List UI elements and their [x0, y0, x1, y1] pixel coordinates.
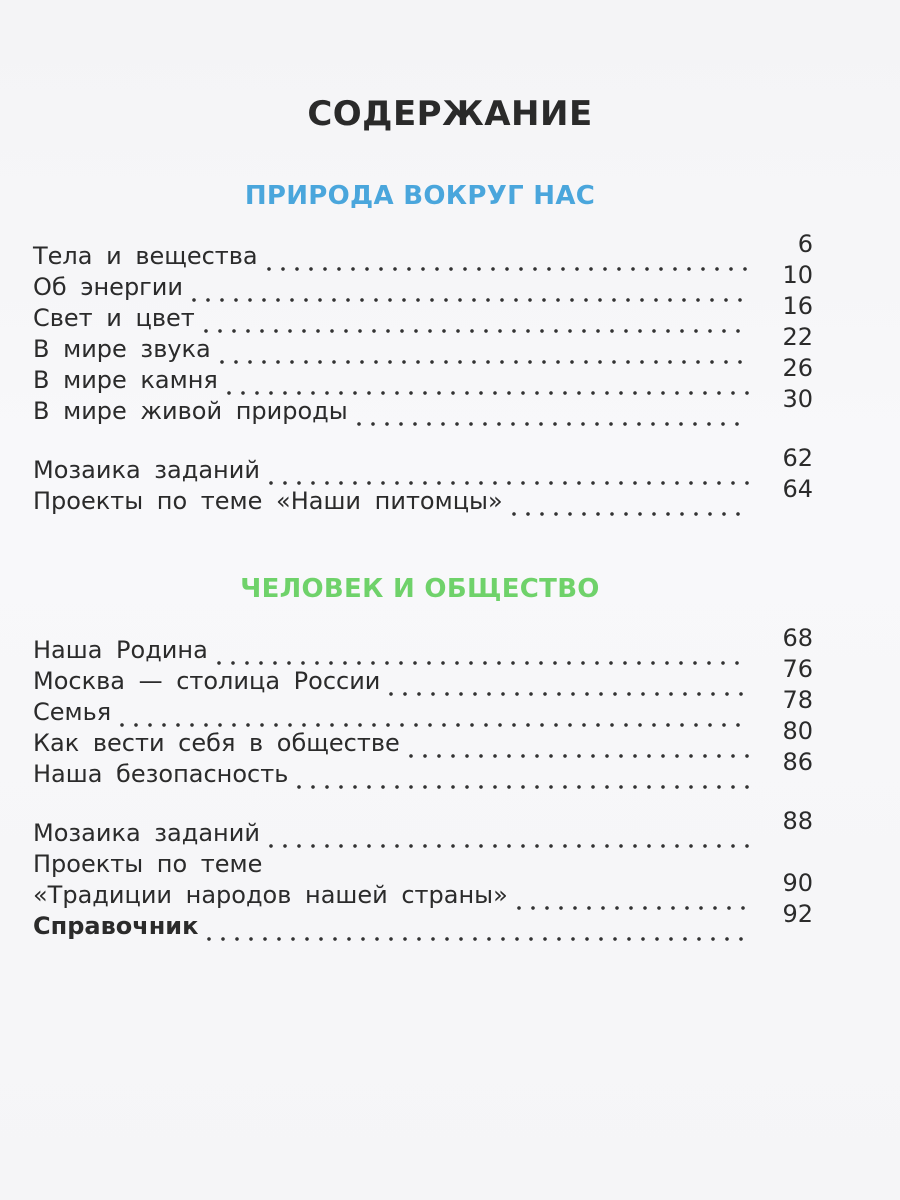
- toc-entry: [33, 261, 813, 303]
- toc-entry-page: 92: [782, 900, 813, 928]
- toc-entry-page: 6: [797, 230, 813, 258]
- toc-entry-page: 10: [782, 261, 813, 289]
- toc-entry-page: 22: [782, 323, 813, 351]
- toc-entry: [33, 686, 813, 728]
- toc-entry-page: 68: [782, 624, 813, 652]
- toc-entry: [33, 807, 813, 849]
- toc-entry-page: 78: [782, 686, 813, 714]
- section-heading-society: ЧЕЛОВЕК И ОБЩЕСТВО: [240, 574, 600, 604]
- toc-entry: [33, 230, 813, 272]
- toc-entry-label: В мире звука: [33, 335, 211, 363]
- toc-entry-label: Наша Родина: [33, 636, 208, 664]
- dot-leader: [292, 770, 749, 790]
- toc-entry-label: В мире камня: [33, 366, 218, 394]
- toc-list-society-extra: [33, 807, 813, 942]
- toc-entry-page: 30: [782, 385, 813, 413]
- toc-entry-continued: [33, 849, 813, 880]
- toc-entry-page: 62: [782, 444, 813, 472]
- dot-leader: [512, 891, 749, 911]
- dot-leader: [264, 829, 749, 849]
- toc-entry-label: Проекты по теме «Наши питомцы»: [33, 487, 503, 515]
- section-heading-nature: ПРИРОДА ВОКРУГ НАС: [244, 181, 596, 211]
- toc-entry: [33, 869, 813, 911]
- page-title: СОДЕРЖАНИЕ: [307, 94, 593, 134]
- dot-leader: [404, 739, 749, 759]
- dot-leader: [212, 646, 749, 666]
- toc-entry-label: «Традиции народов нашей страны»: [33, 881, 508, 909]
- dot-leader: [187, 283, 749, 303]
- dot-leader: [202, 922, 749, 942]
- dot-leader: [384, 677, 749, 697]
- dot-leader: [199, 314, 749, 334]
- toc-entry-label: Тела и вещества: [33, 242, 258, 270]
- toc-entry-page: 80: [782, 717, 813, 745]
- toc-entry-label: Проекты по теме: [33, 850, 263, 878]
- toc-entry: [33, 444, 813, 486]
- toc-list-society: [33, 624, 813, 790]
- toc-entry: [33, 717, 813, 759]
- dot-leader: [222, 376, 749, 396]
- toc-entry-page: 16: [782, 292, 813, 320]
- toc-entry-label: Мозаика заданий: [33, 819, 260, 847]
- toc-entry-page: 88: [782, 807, 813, 835]
- toc-entry-label: Справочник: [33, 912, 199, 940]
- toc-entry-page: 90: [782, 869, 813, 897]
- dot-leader: [262, 252, 749, 272]
- toc-entry: [33, 323, 813, 365]
- toc-entry-page: 76: [782, 655, 813, 683]
- dot-leader: [264, 466, 749, 486]
- toc-entry-label: Москва — столица России: [33, 667, 381, 695]
- toc-entry-label: Свет и цвет: [33, 304, 195, 332]
- toc-entry-reference: [33, 900, 813, 942]
- toc-entry-page: 86: [782, 748, 813, 776]
- dot-leader: [352, 407, 749, 427]
- toc-entry-label: В мире живой природы: [33, 397, 348, 425]
- toc-entry: [33, 655, 813, 697]
- toc-entry: [33, 475, 813, 517]
- toc-entry-label: Наша безопасность: [33, 760, 289, 788]
- dot-leader: [215, 345, 749, 365]
- toc-list-nature-extra: [33, 444, 813, 517]
- toc-entry: [33, 624, 813, 666]
- toc-entry-page: 64: [782, 475, 813, 503]
- toc-entry-label: Семья: [33, 698, 112, 726]
- toc-entry-label: Как вести себя в обществе: [33, 729, 400, 757]
- toc-entry-page: 26: [782, 354, 813, 382]
- toc-entry: [33, 385, 813, 427]
- toc-entry-label: Об энергии: [33, 273, 183, 301]
- dot-leader: [507, 497, 749, 517]
- toc-entry: [33, 354, 813, 396]
- toc-entry: [33, 748, 813, 790]
- toc-entry: [33, 292, 813, 334]
- toc-list-nature: [33, 230, 813, 427]
- dot-leader: [115, 708, 749, 728]
- toc-entry-label: Мозаика заданий: [33, 456, 260, 484]
